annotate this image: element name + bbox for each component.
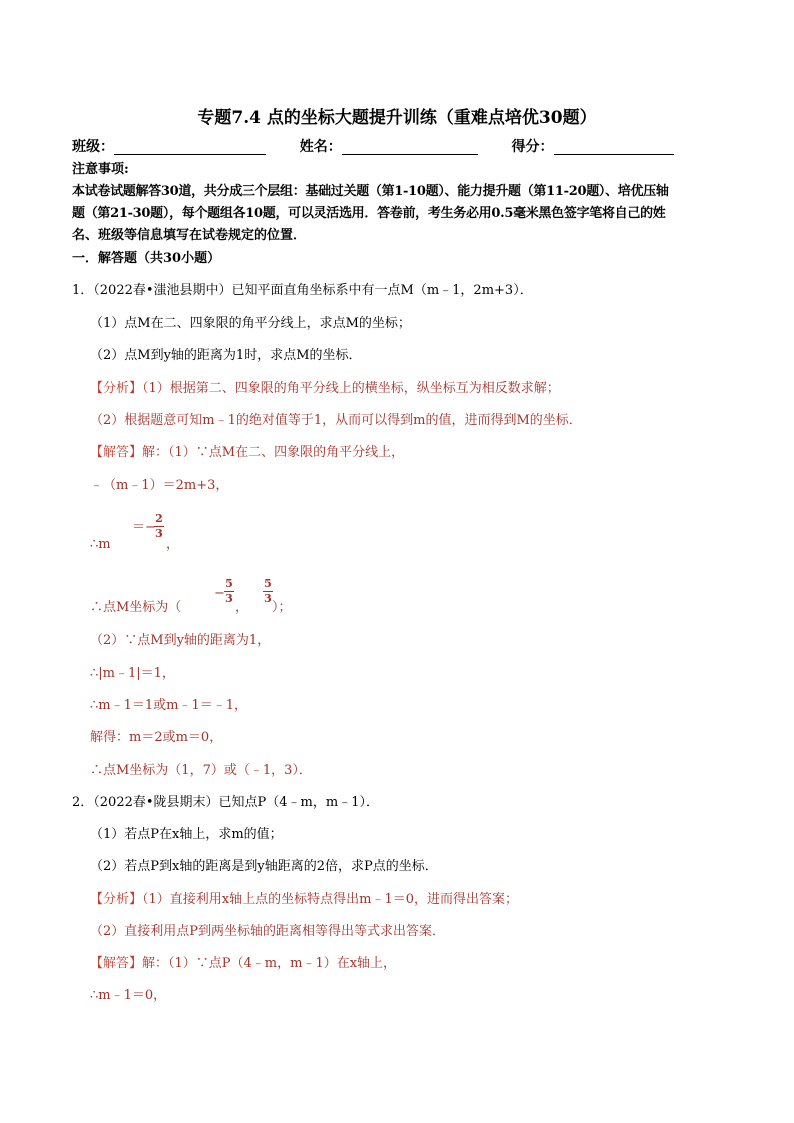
notice-line: 本试卷试题解答30道，共分成三个层组：基础过关题（第1-10题）、能力提升题（第11-20题）、培优压轴	[72, 184, 669, 199]
analysis-line: （2）根据题意可知m﹣1的绝对值等于1，从而可以得到m的值，进而得到M的坐标．	[90, 413, 582, 428]
answer-tag: 【解答】	[90, 956, 143, 971]
analysis-tag: 【分析】	[90, 892, 143, 907]
answer-text: 解：（1）∵点M在二、四象限的角平分线上，	[142, 445, 405, 460]
question-part: （1）点M在二、四象限的角平分线上，求点M的坐标；	[90, 316, 411, 331]
solution-step: （2）∵点M到y轴的距离为1，	[90, 633, 271, 648]
section-heading: 一．解答题（共30小题）	[72, 251, 221, 266]
notice-heading: 注意事项:	[72, 162, 129, 177]
frac-eq: ＝−	[132, 520, 156, 535]
frac-num: 5	[225, 577, 233, 590]
name-field[interactable]	[342, 140, 478, 155]
solution-step: ∴m﹣1＝1或m﹣1＝﹣1，	[90, 698, 248, 713]
analysis-tag: 【分析】	[90, 381, 143, 396]
answer-line	[90, 445, 404, 461]
header-fields	[72, 139, 674, 155]
solution-step: ∴点M坐标为（1，7）或（﹣1，3）．	[90, 763, 312, 778]
frac-comma: ，	[235, 600, 249, 615]
analysis-text: （1）根据第二、四象限的角平分线上的横坐标，纵坐标互为相反数求解；	[142, 381, 560, 396]
score-field[interactable]	[554, 140, 674, 155]
solution-step: ∴|m﹣1|＝1，	[90, 666, 175, 681]
analysis-line: （2）直接利用点P到两坐标轴的距离相等得出等式求出答案．	[90, 924, 446, 939]
frac-den: 3	[155, 527, 163, 540]
answer-line	[90, 956, 396, 972]
analysis-line	[90, 892, 518, 908]
fraction-five-thirds-neg	[224, 578, 234, 605]
frac-sign: −	[214, 586, 225, 601]
solution-step: ﹣（m﹣1）＝2m+3，	[90, 478, 229, 493]
solution-step: ∴m	[90, 537, 111, 552]
notice-line: 题（第21-30题），每个题组各10题，可以灵活选用．答卷前，考生务必用0.5毫米黑色签字笔将自己的姓	[72, 206, 666, 221]
solution-step: ∴m﹣1＝0，	[90, 988, 167, 1003]
score-label: 得分：	[511, 139, 554, 155]
frac-num: 5	[264, 577, 272, 590]
frac-num: 2	[155, 512, 163, 525]
solution-step: 解得：m＝2或m＝0，	[90, 730, 223, 745]
fraction-two-thirds	[154, 513, 164, 540]
analysis-text: （1）直接利用x轴上点的坐标特点得出m﹣1＝0，进而得出答案；	[142, 892, 518, 907]
answer-tag: 【解答】	[90, 445, 143, 460]
page-title: 专题7.4 点的坐标大题提升训练（重难点培优30题）	[197, 108, 597, 128]
class-label: 班级：	[72, 139, 114, 155]
answer-text: 解：（1）∵点P（4﹣m，m﹣1）在x轴上，	[142, 956, 397, 971]
name-label: 姓名：	[299, 139, 342, 155]
frac-den: 3	[225, 592, 233, 605]
frac-end: ）；	[272, 600, 292, 615]
question-part: （2）若点P到x轴的距离是到y轴距离的2倍，求P点的坐标．	[90, 859, 438, 874]
class-field[interactable]	[114, 140, 266, 155]
solution-step: ∴点M坐标为（	[90, 600, 182, 615]
frac-end: ，	[166, 537, 180, 552]
analysis-line	[90, 381, 560, 397]
question-part: （2）点M到y轴的距离为1时，求点M的坐标．	[90, 348, 362, 363]
question-stem: 1．（2022春•滍池县期中）已知平面直角坐标系中有一点M（m﹣1，2m+3）．	[72, 283, 533, 298]
question-part: （1）若点P在x轴上，求m的值；	[90, 827, 283, 842]
question-stem: 2．（2022春•陇县期末）已知点P（4﹣m，m﹣1）．	[72, 795, 379, 810]
frac-den: 3	[264, 592, 272, 605]
notice-line: 名、班级等信息填写在试卷规定的位置．	[72, 228, 307, 243]
